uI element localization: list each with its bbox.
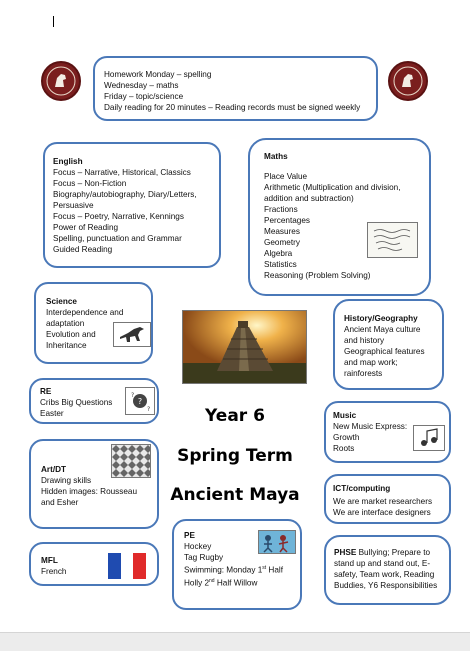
history-box [333,299,444,390]
homework-line: Daily reading for 20 minutes – Reading records must be signed weekly [104,103,361,112]
re-line: Cribs Big Questions [40,398,113,407]
pe-swimming-line: Swimming: Monday 1st Half [184,565,283,575]
maths-box [248,138,431,296]
maths-worksheet-image [367,222,418,258]
re-title: RE [40,387,52,396]
english-line: Focus – Poetry, Narrative, Kennings [53,212,184,221]
english-line: Guided Reading [53,245,113,254]
maths-line: Measures [264,227,300,236]
history-title: History/Geography [344,314,418,323]
art-line: and Esher [41,498,79,507]
english-line: Power of Reading [53,223,119,232]
english-line: Biography/autobiography, Diary/Letters, [53,190,197,199]
science-line: Evolution and [46,330,96,339]
art-line: Hidden images: Rousseau [41,487,138,496]
music-line: Growth [333,433,360,442]
science-title: Science [46,297,77,306]
maths-line: Place Value [264,172,308,181]
french-flag-icon [108,553,146,579]
science-line: adaptation [46,319,85,328]
re-line: Easter [40,409,64,418]
school-logo-right [388,61,428,101]
svg-text:?: ? [137,397,143,406]
maths-line: Percentages [264,216,310,225]
maths-line: Reasoning (Problem Solving) [264,271,371,280]
year-heading: Year 6 [205,406,265,426]
mfl-line: French [41,567,67,576]
music-notes-icon [413,425,445,451]
maths-line: addition and subtraction) [264,194,354,203]
maths-line: Statistics [264,260,297,269]
english-line: Focus – Narrative, Historical, Classics [53,168,191,177]
english-line: Focus – Non-Fiction [53,179,127,188]
maths-line: Fractions [264,205,298,214]
english-title: English [53,157,83,166]
text-cursor [53,16,54,27]
dinosaur-icon [113,322,151,347]
page-bottom-bar [0,632,470,651]
art-line: Drawing skills [41,476,92,485]
music-line: New Music Express: [333,422,408,431]
sports-image [258,530,296,554]
mfl-title: MFL [41,556,58,565]
maths-line: Geometry [264,238,300,247]
homework-line: Friday – topic/science [104,92,184,101]
history-line: rainforests [344,369,383,378]
phse-text: PHSE Bullying; Prepare to stand up and stand out, E-safety, Team work, Reading Buddies, Y6 Responsibilities [334,548,438,590]
art-title: Art/DT [41,465,67,474]
tessellation-image [111,444,151,478]
history-line: and history [344,336,385,345]
history-line: Geographical features [344,347,425,356]
maths-title: Maths [264,152,288,161]
pe-title: PE [184,531,195,540]
ict-box [324,474,451,524]
pe-line: Tag Rugby [184,553,224,562]
term-heading: Spring Term [177,446,293,466]
phse-box [324,535,451,605]
pe-line: Hockey [184,542,212,551]
english-box [43,142,221,268]
horse-crest-icon [43,63,79,99]
history-line: Ancient Maya culture [344,325,421,334]
homework-box [93,56,378,121]
ict-line: We are market researchers [333,497,433,506]
pyramid-photo [182,310,307,384]
topic-heading: Ancient Maya [170,485,300,505]
pe-holly-line: Holly 2nd Half Willow [184,577,258,588]
svg-text:?: ? [147,406,151,413]
maths-line: Algebra [264,249,293,258]
maths-line: Arithmetic (Multiplication and division, [264,183,401,192]
question-marks-icon [125,387,155,415]
science-line: Inheritance [46,341,87,350]
science-line: Interdependence and [46,308,124,317]
english-line: Persuasive [53,201,94,210]
music-title: Music [333,411,357,420]
school-logo-left [41,61,81,101]
horse-crest-icon [390,63,426,99]
history-line: and map work; [344,358,398,367]
ict-line: We are interface designers [333,508,431,517]
homework-line: Homework Monday – spelling [104,70,212,79]
homework-line: Wednesday – maths [104,81,179,90]
music-line: Roots [333,444,355,453]
ict-title: ICT/computing [333,484,391,493]
english-line: Spelling, punctuation and Grammar [53,234,182,243]
svg-text:?: ? [131,392,135,399]
